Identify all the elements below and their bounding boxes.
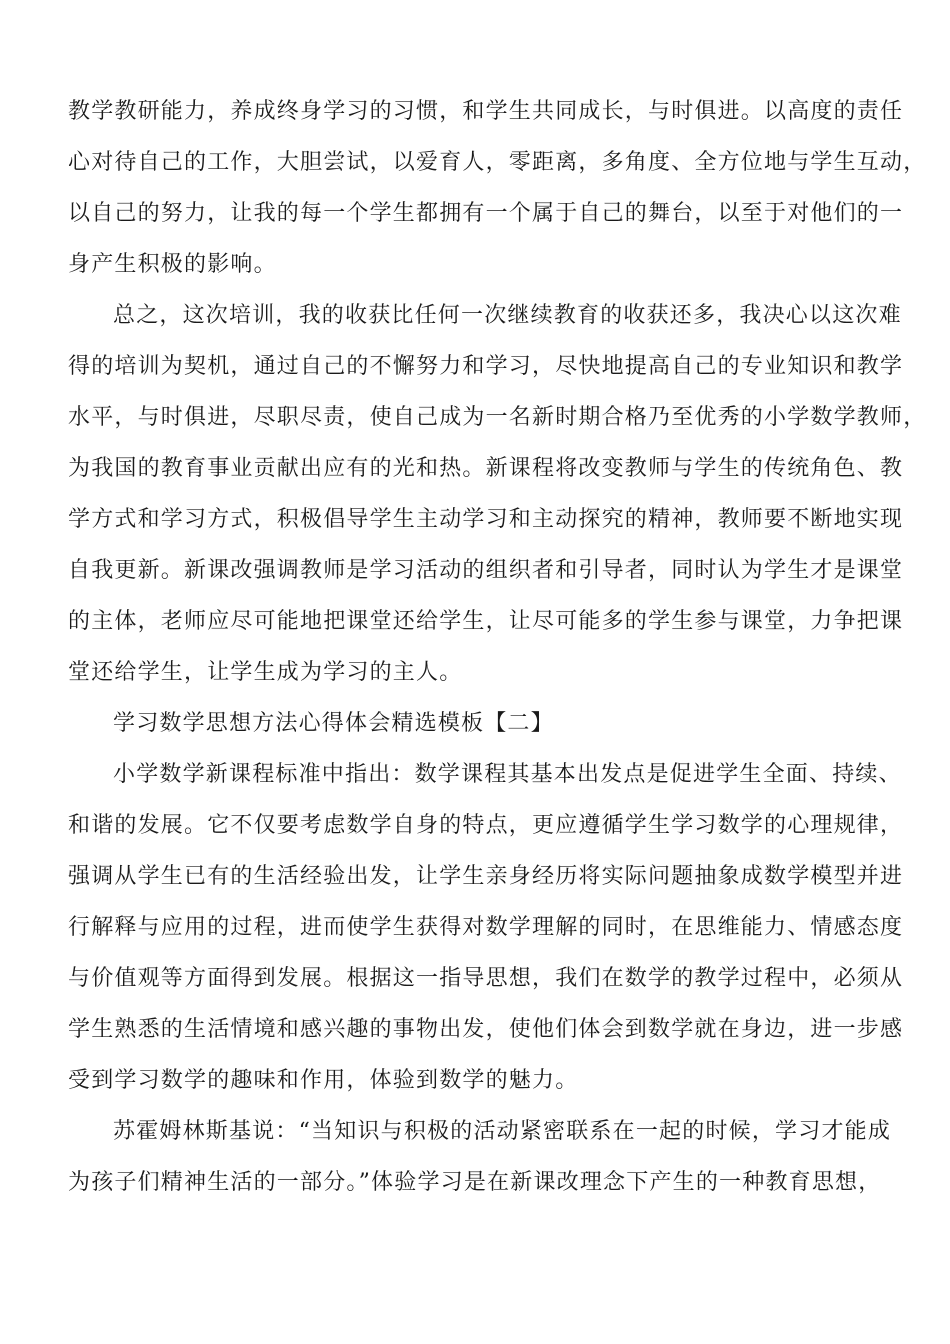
paragraph-line: 学方式和学习方式，积极倡导学生主动学习和主动探究的精神，教师要不断地实现 <box>68 507 904 532</box>
paragraph-line: 行解释与应用的过程，进而使学生获得对数学理解的同时，在思维能力、情感态度 <box>68 915 904 940</box>
paragraph-line: 强调从学生已有的生活经验出发，让学生亲身经历将实际问题抽象成数学模型并进 <box>68 864 904 889</box>
paragraph-line: 为孩子们精神生活的一部分。”体验学习是在新课改理念下产生的一种教育思想， <box>68 1170 882 1195</box>
paragraph-line: 的主体，老师应尽可能地把课堂还给学生，让尽可能多的学生参与课堂，力争把课 <box>68 609 904 634</box>
paragraph-line: 教学教研能力，养成终身学习的习惯，和学生共同成长，与时俱进。以高度的责任 <box>68 99 904 124</box>
paragraph-line: 与价值观等方面得到发展。根据这一指导思想，我们在数学的教学过程中，必须从 <box>68 966 904 991</box>
paragraph-line: 堂还给学生，让学生成为学习的主人。 <box>68 660 463 685</box>
paragraph-line: 得的培训为契机，通过自己的不懈努力和学习，尽快地提高自己的专业知识和教学 <box>68 354 904 379</box>
paragraph-line: 苏霍姆林斯基说：“当知识与积极的活动紧密联系在一起的时候，学习才能成 <box>113 1119 892 1144</box>
paragraph-line: 水平，与时俱进，尽职尽责，使自己成为一名新时期合格乃至优秀的小学数学教师， <box>68 405 927 430</box>
section-heading: 学习数学思想方法心得体会精选模板【二】 <box>113 711 554 736</box>
paragraph-line: 小学数学新课程标准中指出：数学课程其基本出发点是促进学生全面、持续、 <box>113 762 902 787</box>
paragraph-line: 自我更新。新课改强调教师是学习活动的组织者和引导者，同时认为学生才是课堂 <box>68 558 904 583</box>
paragraph-line: 以自己的努力，让我的每一个学生都拥有一个属于自己的舞台，以至于对他们的一 <box>68 201 904 226</box>
paragraph-line: 为我国的教育事业贡献出应有的光和热。新课程将改变教师与学生的传统角色、教 <box>68 456 904 481</box>
paragraph-line: 总之，这次培训，我的收获比任何一次继续教育的收获还多，我决心以这次难 <box>113 303 902 328</box>
paragraph-line: 身产生积极的影响。 <box>68 252 277 277</box>
paragraph-line: 学生熟悉的生活情境和感兴趣的事物出发，使他们体会到数学就在身边，进一步感 <box>68 1017 904 1042</box>
paragraph-line: 心对待自己的工作，大胆尝试，以爱育人，零距离，多角度、全方位地与学生互动， <box>68 150 927 175</box>
paragraph-line: 和谐的发展。它不仅要考虑数学自身的特点，更应遵循学生学习数学的心理规律， <box>68 813 904 838</box>
paragraph-line: 受到学习数学的趣味和作用，体验到数学的魅力。 <box>68 1068 579 1093</box>
